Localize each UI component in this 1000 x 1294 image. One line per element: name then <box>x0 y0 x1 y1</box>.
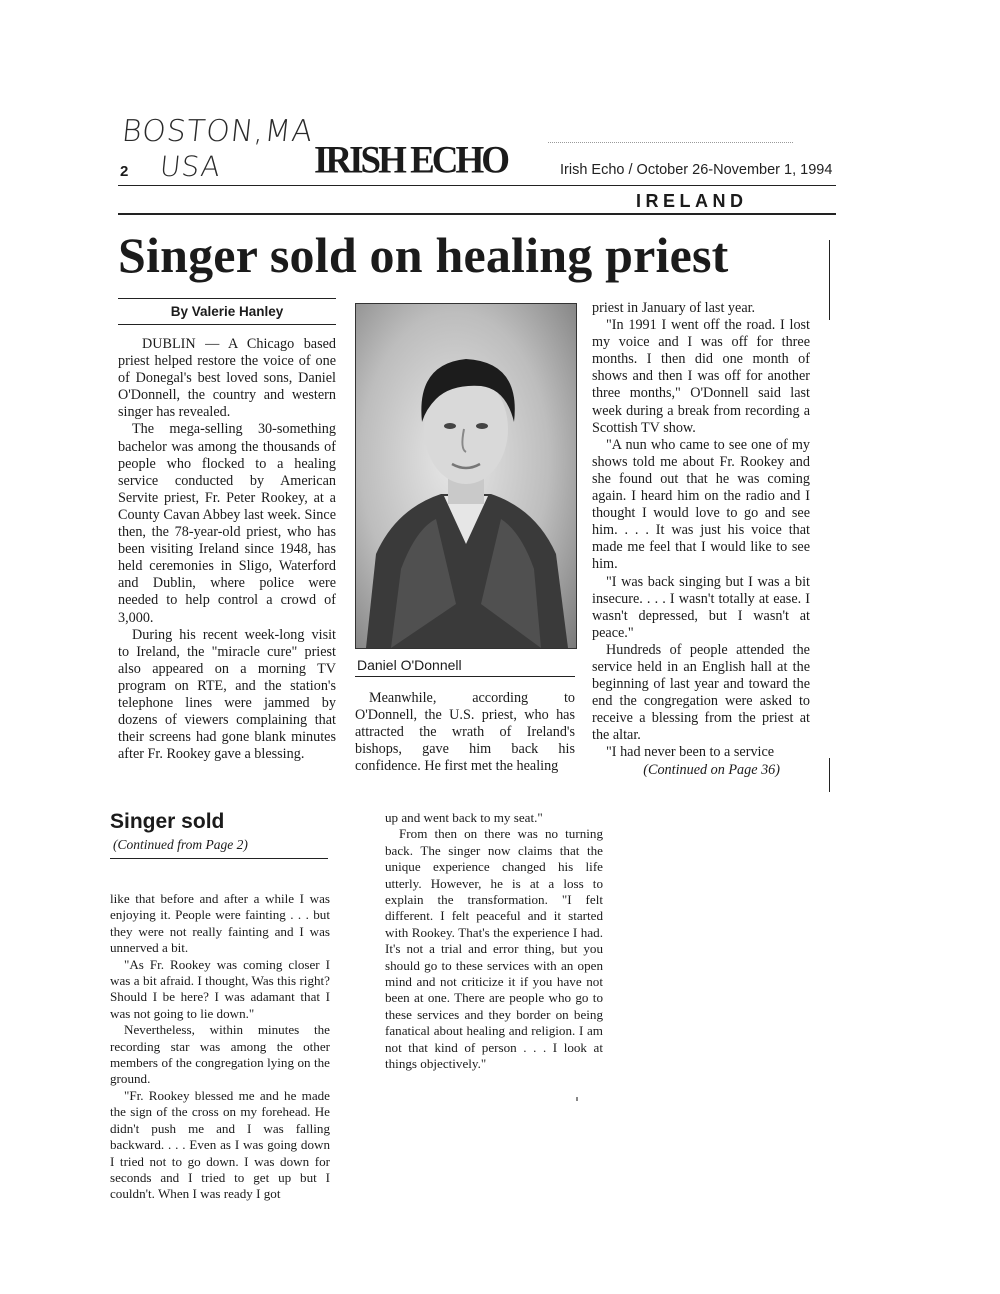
section-label: IRELAND <box>636 191 748 211</box>
article-column-3 <box>592 300 810 779</box>
handwritten-location-line1: BOSTON,MA <box>120 114 315 149</box>
article-paragraph: "I was back singing but I was a bit insecure. . . . I wasn't totally at ease. I wasn't depressed, but I wasn't at peace." <box>592 573 810 641</box>
article-column-2 <box>355 690 575 775</box>
column-marker-right-top <box>829 240 830 320</box>
stray-scan-mark <box>576 1097 578 1101</box>
article-paragraph: "A nun who came to see one of my shows told me about Fr. Rookey and she found out that he was coming again. I heard him on the radio and I thought I would love to go and see him. . . . It was just his voice that made me feel that I would like to see him. <box>592 436 810 573</box>
article-paragraph: DUBLIN — A Chicago based priest helped restore the voice of one of Donegal's best loved sons, Daniel O'Donnell, the country and western singer has revealed. <box>118 336 336 421</box>
masthead-faint-marks <box>548 142 793 147</box>
byline: By Valerie Hanley <box>170 304 284 319</box>
continuation-headline: Singer sold <box>110 810 225 833</box>
article-paragraph: "As Fr. Rookey was coming closer I was a bit afraid. I thought, Was this right? Should I be here? I was adamant that I was not going to lie down." <box>110 956 330 1021</box>
portrait-illustration <box>356 304 576 648</box>
byline-rule-top <box>118 298 336 299</box>
byline-rule-bottom <box>118 324 336 325</box>
headline: Singer sold on healing priest <box>118 227 729 283</box>
article-paragraph: Nevertheless, within minutes the recording star was among the other members of the congregation lying on the ground. <box>110 1022 330 1087</box>
article-paragraph: "I had never been to a service <box>606 744 775 761</box>
continued-from-note: (Continued from Page 2) <box>113 837 248 852</box>
photo-caption: Daniel O'Donnell <box>357 657 462 673</box>
column-marker-right-bottom <box>829 758 830 792</box>
article-paragraph: like that before and after a while I was enjoying it. People were fainting . . . but they were not really fainting and I was unnerved a bit. <box>110 891 330 956</box>
handwritten-location-line2: USA <box>158 150 223 183</box>
article-paragraph: The mega-selling 30-something bachelor was among the thousands of people who flocked to a healing service conducted by American Servite priest, Fr. Peter Rookey, at a County Cavan Abbey last week. Since then, the 78-year-old priest, who has been visiting Ireland since 1948, has held ceremonies in Sligo, Waterford and Dublin, where police were needed to help control a crowd of 3,000. <box>118 421 336 626</box>
caption-rule <box>355 676 575 677</box>
continuation-rule <box>110 858 328 859</box>
masthead-rule <box>118 185 836 186</box>
issue-date-line: Irish Echo / October 26-November 1, 1994 <box>560 162 833 178</box>
article-paragraph: priest in January of last year. <box>592 300 756 316</box>
continuation-column-2 <box>385 810 603 1073</box>
singer-photo <box>355 303 577 649</box>
article-paragraph: Hundreds of people attended the service held in an English hall at the beginning of last year and toward the end the congregation were asked to receive a blessing from the priest at the altar. <box>592 641 810 744</box>
article-paragraph: "In 1991 I went off the road. I lost my voice and I was off for three months. I then did one month of shows and then I was off for another three months," O'Donnell said last week during a break from recording a Scottish TV show. <box>592 317 810 436</box>
continuation-column-1 <box>110 891 330 1203</box>
article-paragraph: up and went back to my seat." <box>385 810 543 825</box>
page-number: 2 <box>120 163 129 180</box>
section-rule <box>118 213 836 215</box>
article-paragraph: "Fr. Rookey blessed me and he made the sign of the cross on my forehead. He didn't push me and I was falling backward. . . . Even as I was going down I tried not to go down. I was down for seconds and I tried to get up but I couldn't. When I was ready I got <box>110 1087 330 1202</box>
article-paragraph: During his recent week-long visit to Ireland, the "miracle cure" priest also appeared on a morning TV program on RTE, and the station's telephone lines were jammed by dozens of viewers complaining that their screens had gone blank minutes after Fr. Rookey gave a blessing. <box>118 626 336 763</box>
masthead-logo: IRISH ECHO <box>314 139 508 183</box>
article-column-1 <box>118 336 336 763</box>
continued-on-note: (Continued on Page 36) <box>643 761 780 778</box>
article-paragraph: From then on there was no turning back. The singer now claims that the unique experience changed his life utterly. However, he is at a loss to explain the transformation. "I felt different. I felt peaceful and it started with Rookey. That's the experience I had. It's not a trial and error thing, but you should go to these services with an open mind and not criticize it if you have not been at one. There are people who go to these services and they border on being fanatical about healing and religion. I am not that kind of person . . . I look at things objectively." <box>385 826 603 1072</box>
article-paragraph: Meanwhile, according to O'Donnell, the U.S. priest, who has attracted the wrath of Ireland's bishops, gave him back his confidence. He first met the healing <box>355 690 575 775</box>
